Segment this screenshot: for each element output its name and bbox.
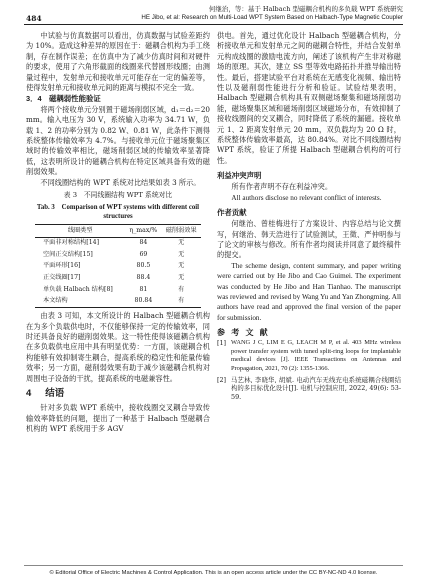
table-cell: 81 (139, 285, 148, 293)
table-row (35, 237, 201, 249)
section-number: 4 (26, 388, 32, 400)
conflict-statement-cn: 所有作者声明不存在利益冲突。 (231, 182, 333, 192)
page-number: 484 (26, 14, 42, 23)
table-cell: 无 (178, 250, 185, 258)
table-cell: 平面环形[16] (43, 262, 81, 270)
reference-item (217, 339, 401, 373)
table-row (35, 249, 201, 261)
paragraph-conclusion-start: 针对多负载 WPT 系统中，接收线圈交叉耦合导致传输效率降低的问题，提出了一种基于 Halbach 型磁耦合机构的 WPT 系统用于多 AGV (26, 403, 210, 433)
table-row (35, 284, 201, 296)
paragraph-sim-vs-test: 中试验与仿真数据可以看出，仿真数据与试验差距约为 10%。造成这种差异的原因在于：磁耦合机构为手工绕制，存在制作误差；在仿真中为了减少仿真时间和对硬件的要求，使用了六角形截面的线圈来代替圆形线圈；由测量过程中，发射单元和接收单元可能存在一定的偏差等，使得发射单元和接收单元间的距离与模拟不完全一致。 (26, 31, 210, 93)
reference-text: 马艺林, 李晓华, 胡斌. 电动汽车无线充电系统磁耦合线圈结构的多目标优化设计[J]. 电机与控制应用, 2022, 49(6): 53-59. (231, 375, 401, 401)
table-cell: 88.4 (136, 273, 151, 281)
paragraph-table-analysis: 由表 3 可知，本文所设计的 Halbach 型磁耦合机构在为多个负载供电时，不仅能够保持一定的传输效率，同时还具备良好的磁削弱效果。这一特性使得该磁耦合机构在多负载供电应用中具有明显优势：一方面，该磁耦合机构能够有效抑制寄生耦合，提高系统的稳定性和能量传输效率；另一方面，磁削弱效果有助于减少该磁耦合机构对周围电子设备的干扰，提高系统的电磁兼容性。 (26, 311, 210, 383)
right-column (217, 31, 401, 403)
table-row (35, 261, 201, 273)
table-cell: 有 (178, 285, 185, 293)
running-header-cn: 何继治，等：基于 Halbach 型磁耦合机构的多负载 WPT 系统研究 (208, 5, 403, 13)
paragraph-conclusion-cont: 供电。首先，通过优化设计 Halbach 型磁耦合机构，分析接收单元和发射单元之间的磁耦合特性，并结合发射单元构成线圈的激励电流方向，阐述了该机构产生非对称磁场的原理。其次，建立 SS 型等效电路拓扑并推导输出特性。最后，搭建试验平台对系统在无感变化视频、输出特性以及磁削弱性能进行分析和验证。试验结果表明，Halbach 型磁耦合机构具有双侧磁场聚集和磁场削弱功能，磁场聚集区域和磁场削弱区域磁场分布，有效抑制了接收线圈间的交叉耦合，同时降低了系统的漏磁。接收单元 1、2 距离发射单元 20 mm，双负载均为 20 Ω 时，系统整体传输效率最高，达 80.84%。对比不同线圈结构 WPT 系统，验证了所提 Halbach 型磁耦合机构的可行性。 (217, 31, 401, 165)
references-heading: 参 考 文 献 (217, 328, 270, 338)
table-cell: 84 (139, 239, 148, 247)
paragraph-weakening-test: 将两个接收单元分别置于磁场削弱区域，d₁＝d₂＝20 mm。输入电压为 30 V，系统输入功率为 34.71 W，负载 1、2 的功率分别为 0.82 W、0.81 W，此条件下测得系统整体传输效率为 4.7%。与接收单元位于磁场聚集区域时的传输效率相比，磁场削弱区域的传输效率显著降低，这表明所设计的磁耦合机构在特定区域具备有效的磁削弱效果。 (26, 104, 210, 177)
author-contributions-heading: 作者贡献 (217, 208, 247, 218)
table-header-cell: 线圈类型 (35, 225, 125, 238)
table-caption-en: Tab. 3 Comparison of WPT systems with different coil structures (36, 204, 200, 221)
license-footer: © Editorial Office of Electric Machines & Control Application. This is an open access article under the CC BY-NC-ND 4.0 license. (49, 570, 378, 576)
table-cell: 有 (161, 296, 201, 308)
table-cell: 69 (139, 250, 148, 258)
table-cell: 80.5 (136, 262, 151, 270)
header-rule (24, 24, 403, 25)
table-cell: 正交线圈[17] (43, 273, 81, 281)
table-cell: 平面非对称结构[14] (43, 239, 100, 247)
table-header-row (35, 225, 201, 238)
table-cell: 无 (178, 273, 185, 281)
running-header-en: HE Jibo, et al: Research on Multi-Load WPT System Based on Halbach-Type Magnetic Coupler (141, 14, 403, 21)
section-3-4-heading: 3．4 磁耦弱性能验证 (26, 94, 101, 104)
table-row (35, 296, 201, 308)
reference-item (217, 376, 401, 402)
table-header-cell: η_max/% (125, 225, 161, 238)
comparison-table (35, 224, 201, 308)
conflict-of-interest-heading: 利益冲突声明 (217, 171, 262, 181)
table-cell: 无 (178, 239, 185, 247)
table-header-cell: 磁削弱效果 (161, 225, 201, 238)
left-column (26, 31, 210, 434)
table-cell: 单负载 Halbach 结构[8] (43, 285, 113, 293)
conflict-statement-en: All authors disclose no relevant conflict of interests. (231, 193, 382, 202)
table-cell: 本文结构 (35, 296, 125, 308)
table-caption-cn: 表 3 不同线圈结构 WPT 系统对比 (63, 191, 173, 200)
table-row (35, 272, 201, 284)
reference-text: WANG J C, LIM E G, LEACH M P, et al. 403 MHz wireless power transfer system with tuned split-ring loops for implantable medical devices [J]. IEEE Transactions on Antennas and Propagation, 2021, 70 (2): 1355-1366. (231, 339, 401, 372)
footer-rule (24, 565, 403, 566)
paragraph-table-intro: 不同线圈结构的 WPT 系统对比结果如表 3 所示。 (40, 177, 201, 187)
author-contributions-en: The scheme design, content summary, and paper writing were carried out by He Jibo and Cao Guimei. The experiment was conducted by He Jibo and Han Tianhao. The manuscript was reviewed and revised by Wang Yu and Yan Zhongming. All authors have read and approved the final version of the paper for submission. (217, 261, 401, 322)
reference-number: [2] (217, 375, 227, 384)
table-cell: 空间正交结构[15] (43, 250, 93, 258)
reference-number: [1] (217, 339, 227, 348)
author-contributions-cn: 何继治、曾桂梅进行了方案设计、内容总结与论文撰写，何继治、韩天浩进行了试验测试，王徵、严仲明参与了论文的审核与修改。所有作者均阅读并同意了最终稿件的提交。 (217, 219, 401, 260)
table-cell: 无 (178, 262, 185, 270)
table-cell: 80.84 (125, 296, 161, 308)
section-title: 结语 (45, 388, 65, 400)
section-4-heading (26, 388, 210, 400)
